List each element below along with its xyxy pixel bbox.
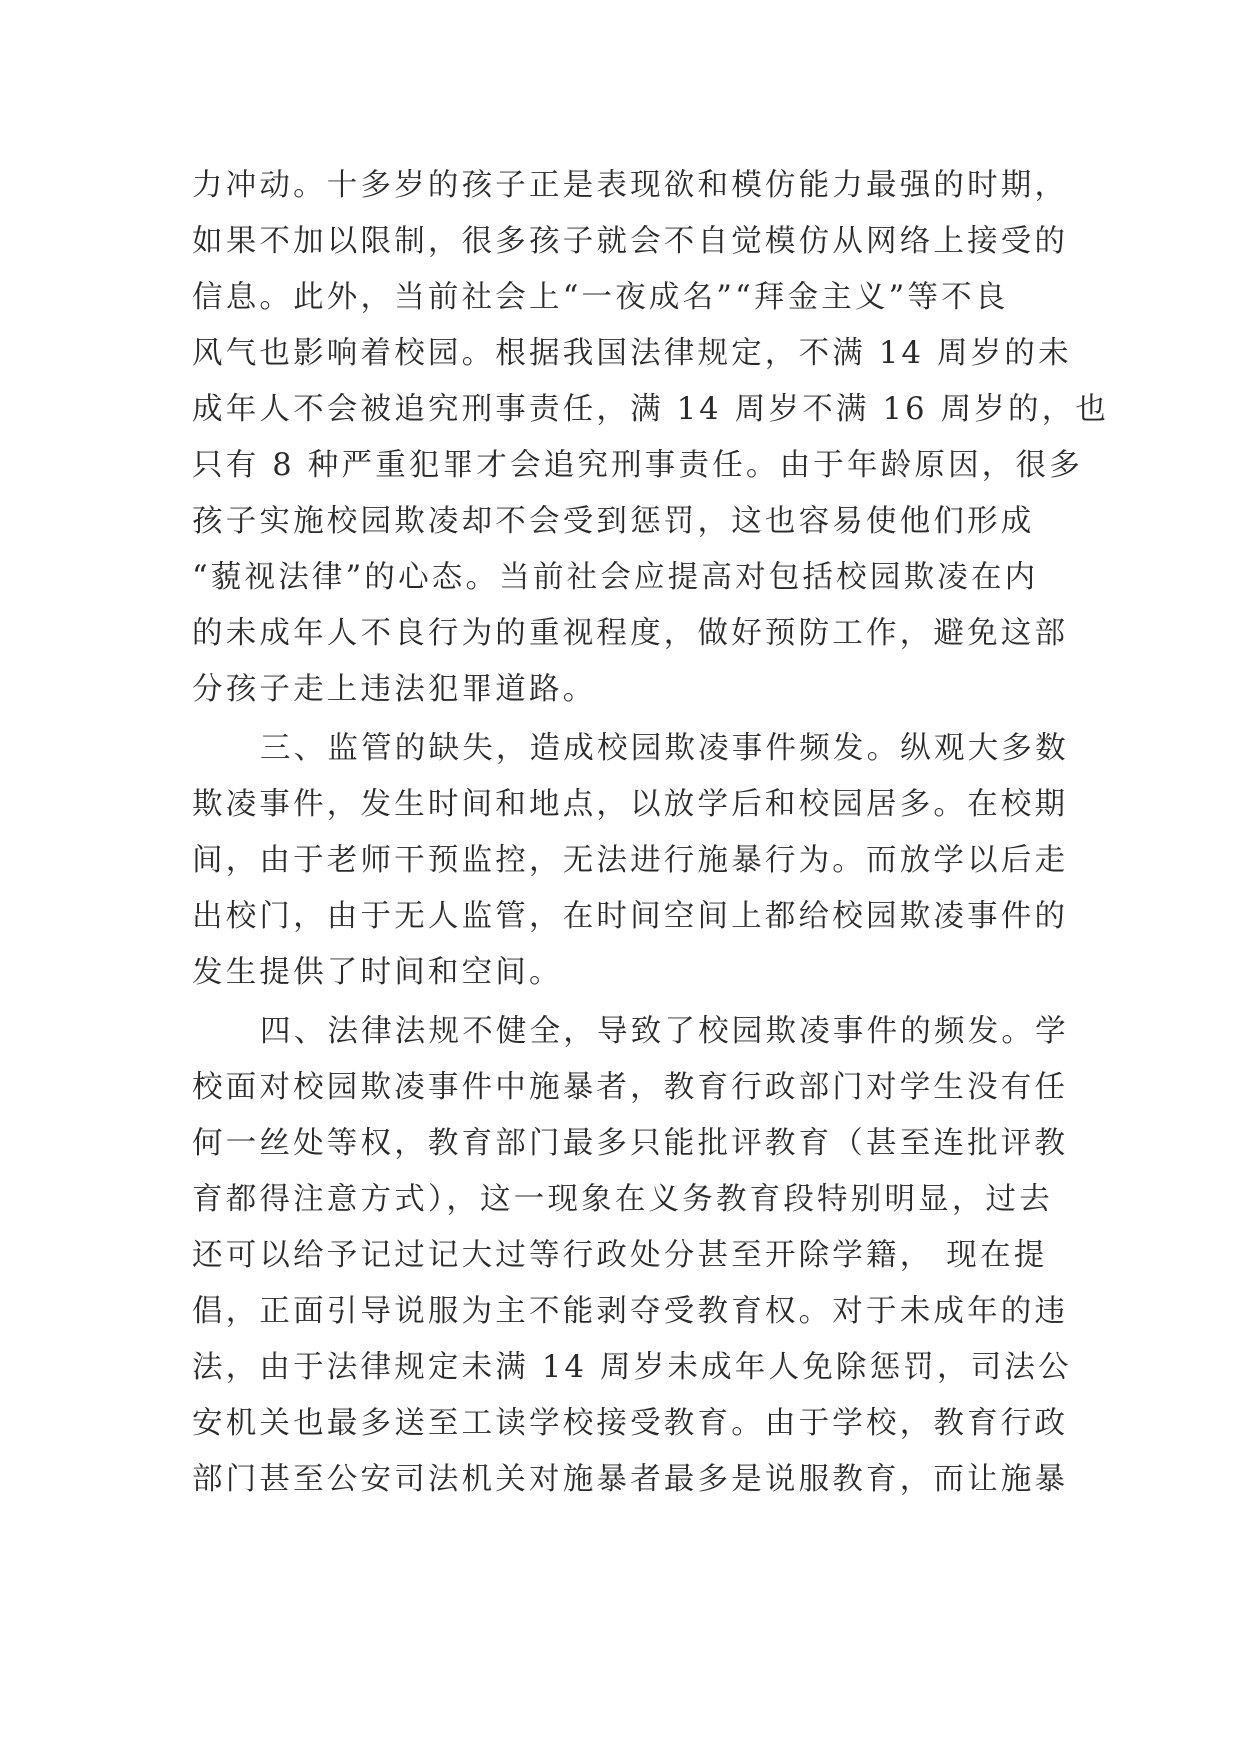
text-line: 间，由于老师干预监控，无法进行施暴行为。而放学以后走 [192,843,1069,878]
text-line: 发生提供了时间和空间。 [192,955,563,990]
text-line: 部门甚至公安司法机关对施暴者最多是说服教育，而让施暴 [192,1462,1069,1497]
text-line: 倡，正面引导说服为主不能剥夺受教育权。对于未成年的违 [192,1294,1069,1329]
text-line: 安机关也最多送至工读学校接受教育。由于学校，教育行政 [192,1406,1069,1441]
text-line: 风气也影响着校园。根据我国法律规定，不满 14 周岁的未 [192,336,1072,371]
text-line: 的未成年人不良行为的重视程度，做好预防工作，避免这部 [192,616,1069,651]
text-line: “藐视法律”的心态。当前社会应提高对包括校园欺凌在内 [192,560,1039,595]
paragraph-start-line: 四、法律法规不健全，导致了校园欺凌事件的频发。学 [260,1014,1069,1049]
text-line: 育都得注意方式），这一现象在义务教育段特别明显，过去 [192,1182,1053,1217]
text-line: 出校门，由于无人监管，在时间空间上都给校园欺凌事件的 [192,899,1069,934]
text-line: 信息。此外，当前社会上“一夜成名”“拜金主义”等不良 [192,280,1009,315]
paragraph-start-line: 三、监管的缺失，造成校园欺凌事件频发。纵观大多数 [260,731,1069,766]
text-line: 何一丝处等权，教育部门最多只能批评教育（甚至连批评教 [192,1126,1069,1161]
text-line: 只有 8 种严重犯罪才会追究刑事责任。由于年龄原因，很多 [192,448,1083,483]
text-line: 成年人不会被追究刑事责任，满 14 周岁不满 16 周岁的，也 [192,392,1110,427]
text-line: 力冲动。十多岁的孩子正是表现欲和模仿能力最强的时期， [192,168,1069,203]
text-line: 还可以给予记过记大过等行政处分甚至开除学籍， 现在提 [192,1238,1048,1273]
text-line: 欺凌事件，发生时间和地点，以放学后和校园居多。在校期 [192,787,1069,822]
text-line: 如果不加以限制，很多孩子就会不自觉模仿从网络上接受的 [192,224,1069,259]
text-line: 孩子实施校园欺凌却不会受到惩罚，这也容易使他们形成 [192,504,1035,539]
text-line: 分孩子走上违法犯罪道路。 [192,672,597,707]
text-line: 法，由于法律规定未满 14 周岁未成年人免除惩罚，司法公 [192,1350,1072,1385]
body-text [192,158,1110,1508]
text-line: 校面对校园欺凌事件中施暴者，教育行政部门对学生没有任 [192,1070,1069,1105]
